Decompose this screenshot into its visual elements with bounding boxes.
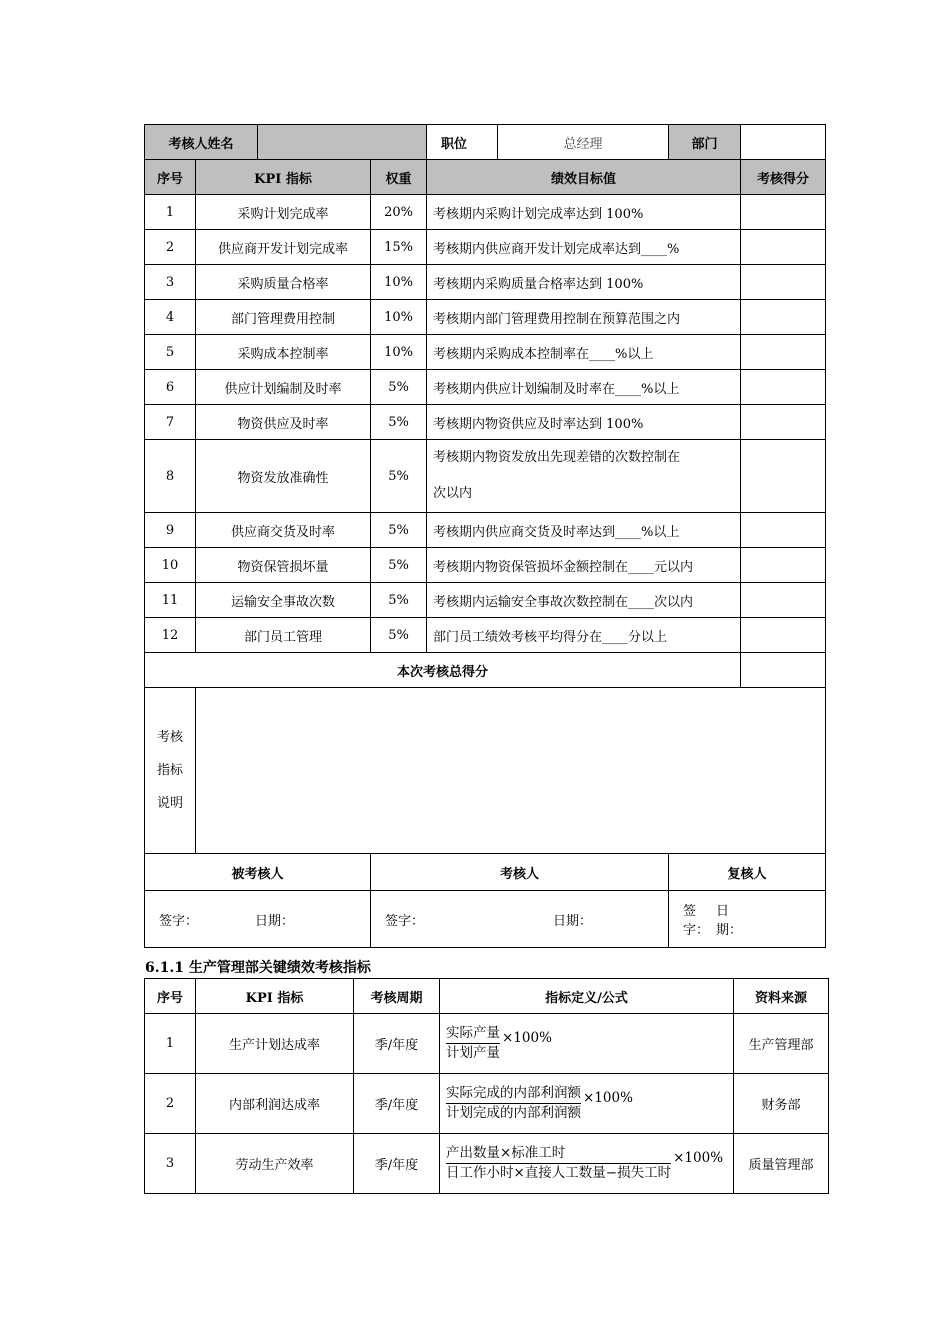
row-kpi: 供应商交货及时率: [196, 513, 371, 548]
reviewer-signature[interactable]: [669, 891, 826, 948]
col-formula: 指标定义/公式: [440, 979, 734, 1014]
row-weight: 10%: [371, 335, 427, 370]
row-target: 考核期内采购质量合格率达到 100%: [427, 265, 741, 300]
production-kpi-table: [144, 978, 829, 1194]
notes-row: [145, 688, 826, 854]
row-kpi: 采购质量合格率: [196, 265, 371, 300]
table-row: [145, 1074, 829, 1134]
row-weight: 5%: [371, 513, 427, 548]
score-cell[interactable]: [741, 300, 826, 335]
row-no: 9: [145, 513, 196, 548]
name-label: 考核人姓名: [145, 125, 258, 160]
col-period: 考核周期: [354, 979, 440, 1014]
col-score: 考核得分: [741, 160, 826, 195]
date-label: 日期：: [553, 913, 593, 929]
score-cell[interactable]: [741, 513, 826, 548]
row-no: 11: [145, 583, 196, 618]
score-cell[interactable]: [741, 335, 826, 370]
row-no: 1: [145, 195, 196, 230]
row-no: 6: [145, 370, 196, 405]
row-target: 考核期内部门管理费用控制在预算范围之内: [427, 300, 741, 335]
row-kpi: 内部利润达成率: [196, 1074, 354, 1134]
row-kpi: 部门管理费用控制: [196, 300, 371, 335]
row-target: 部门员工绩效考核平均得分在____分以上: [427, 618, 741, 653]
assessee-signature[interactable]: [145, 891, 371, 948]
row-no: 3: [145, 265, 196, 300]
table-row: [145, 618, 826, 653]
row-target: 考核期内供应商交货及时率达到____%以上: [427, 513, 741, 548]
formula-multiplier: ×100%: [583, 1089, 633, 1106]
row-weight: 5%: [371, 548, 427, 583]
score-cell[interactable]: [741, 230, 826, 265]
formula-numerator: 实际完成的内部利润额: [446, 1084, 581, 1104]
row-target-line: 考核期内物资发放出先现差错的次数控制在: [433, 450, 681, 465]
row-formula: [440, 1134, 734, 1194]
table-row: [145, 440, 826, 513]
column-header-row: [145, 160, 826, 195]
date-label: 日期：: [716, 904, 743, 938]
col-no: 序号: [145, 979, 196, 1014]
formula-numerator: 产出数量×标准工时: [446, 1144, 671, 1164]
formula-denominator: 计划完成的内部利润额: [446, 1105, 581, 1121]
kpi-assessment-table: [144, 124, 826, 948]
assessor-signature[interactable]: [371, 891, 669, 948]
score-cell[interactable]: [741, 440, 826, 513]
row-source: 质量管理部: [734, 1134, 829, 1194]
dept-label: 部门: [669, 125, 741, 160]
formula-multiplier: ×100%: [502, 1029, 552, 1046]
table-row: [145, 265, 826, 300]
signer-header-row: [145, 854, 826, 891]
row-period: 季/年度: [354, 1014, 440, 1074]
row-kpi: 供应商开发计划完成率: [196, 230, 371, 265]
row-kpi: 物资保管损坏量: [196, 548, 371, 583]
col-target: 绩效目标值: [427, 160, 741, 195]
row-kpi: 采购成本控制率: [196, 335, 371, 370]
formula-fraction: [446, 1084, 633, 1123]
notes-label-line: 说明: [156, 796, 183, 811]
col-no: 序号: [145, 160, 196, 195]
score-cell[interactable]: [741, 583, 826, 618]
row-weight: 15%: [371, 230, 427, 265]
score-cell[interactable]: [741, 370, 826, 405]
row-no: 2: [145, 1074, 196, 1134]
row-target: 考核期内采购计划完成率达到 100%: [427, 195, 741, 230]
column-header-row: [145, 979, 829, 1014]
score-cell[interactable]: [741, 618, 826, 653]
row-target: 考核期内运输安全事故次数控制在____次以内: [427, 583, 741, 618]
score-cell[interactable]: [741, 405, 826, 440]
score-cell[interactable]: [741, 265, 826, 300]
row-kpi: 劳动生产效率: [196, 1134, 354, 1194]
table-row: [145, 335, 826, 370]
col-kpi: KPI 指标: [196, 160, 371, 195]
row-source: 生产管理部: [734, 1014, 829, 1074]
row-kpi: 生产计划达成率: [196, 1014, 354, 1074]
row-target: [427, 440, 741, 513]
table-row: [145, 548, 826, 583]
row-weight: 5%: [371, 370, 427, 405]
sign-label: 签字：: [683, 904, 710, 938]
info-row: [145, 125, 826, 160]
assessee-label: 被考核人: [145, 854, 371, 891]
formula-numerator: 实际产量: [446, 1024, 500, 1044]
formula-denominator: 日工作小时×直接人工数量−损失工时: [446, 1165, 672, 1181]
col-weight: 权重: [371, 160, 427, 195]
table-row: [145, 583, 826, 618]
date-label: 日期：: [255, 913, 295, 929]
assessor-label: 考核人: [371, 854, 669, 891]
notes-label-line: 考核: [156, 730, 183, 745]
total-label: 本次考核总得分: [145, 653, 741, 688]
row-no: 10: [145, 548, 196, 583]
row-target-line: 次以内: [433, 486, 473, 501]
row-target: 考核期内供应计划编制及时率在____%以上: [427, 370, 741, 405]
col-source: 资料来源: [734, 979, 829, 1014]
row-weight: 5%: [371, 618, 427, 653]
row-target: 考核期内物资供应及时率达到 100%: [427, 405, 741, 440]
row-formula: [440, 1074, 734, 1134]
row-kpi: 物资发放准确性: [196, 440, 371, 513]
row-target: 考核期内采购成本控制率在____%以上: [427, 335, 741, 370]
name-field[interactable]: [258, 125, 427, 160]
row-weight: 5%: [371, 583, 427, 618]
table-row: [145, 1134, 829, 1194]
table-row: [145, 230, 826, 265]
row-no: 7: [145, 405, 196, 440]
row-kpi: 采购计划完成率: [196, 195, 371, 230]
row-no: 8: [145, 440, 196, 513]
score-cell[interactable]: [741, 195, 826, 230]
row-weight: 5%: [371, 440, 427, 513]
row-no: 2: [145, 230, 196, 265]
reviewer-label: 复核人: [669, 854, 826, 891]
table-row: [145, 513, 826, 548]
row-target: 考核期内物资保管损坏金额控制在____元以内: [427, 548, 741, 583]
row-source: 财务部: [734, 1074, 829, 1134]
row-no: 5: [145, 335, 196, 370]
col-kpi: KPI 指标: [196, 979, 354, 1014]
position-value: 总经理: [498, 125, 669, 160]
dept-field[interactable]: [741, 125, 826, 160]
table-row: [145, 300, 826, 335]
signature-row: [145, 891, 826, 948]
table-row: [145, 195, 826, 230]
table-row: [145, 370, 826, 405]
row-kpi: 供应计划编制及时率: [196, 370, 371, 405]
row-no: 3: [145, 1134, 196, 1194]
formula-fraction: [446, 1144, 723, 1183]
formula-fraction: [446, 1024, 552, 1063]
row-period: 季/年度: [354, 1074, 440, 1134]
total-row: [145, 653, 826, 688]
row-weight: 5%: [371, 405, 427, 440]
notes-field[interactable]: [196, 688, 826, 854]
row-target: 考核期内供应商开发计划完成率达到____%: [427, 230, 741, 265]
row-weight: 10%: [371, 265, 427, 300]
formula-denominator: 计划产量: [446, 1045, 500, 1061]
row-no: 4: [145, 300, 196, 335]
row-kpi: 部门员工管理: [196, 618, 371, 653]
sign-label: 签字：: [385, 913, 425, 929]
notes-label: [145, 688, 196, 854]
row-weight: 10%: [371, 300, 427, 335]
formula-multiplier: ×100%: [673, 1149, 724, 1166]
row-no: 12: [145, 618, 196, 653]
notes-label-line: 指标: [156, 763, 183, 778]
sign-label: 签字：: [159, 913, 199, 929]
row-kpi: 运输安全事故次数: [196, 583, 371, 618]
row-weight: 20%: [371, 195, 427, 230]
section-title: 6.1.1 生产管理部关键绩效考核指标: [145, 960, 371, 976]
position-label: 职位: [427, 125, 498, 160]
table-row: [145, 405, 826, 440]
row-formula: [440, 1014, 734, 1074]
score-cell[interactable]: [741, 548, 826, 583]
row-kpi: 物资供应及时率: [196, 405, 371, 440]
total-score-cell[interactable]: [741, 653, 826, 688]
table-row: [145, 1014, 829, 1074]
row-period: 季/年度: [354, 1134, 440, 1194]
row-no: 1: [145, 1014, 196, 1074]
